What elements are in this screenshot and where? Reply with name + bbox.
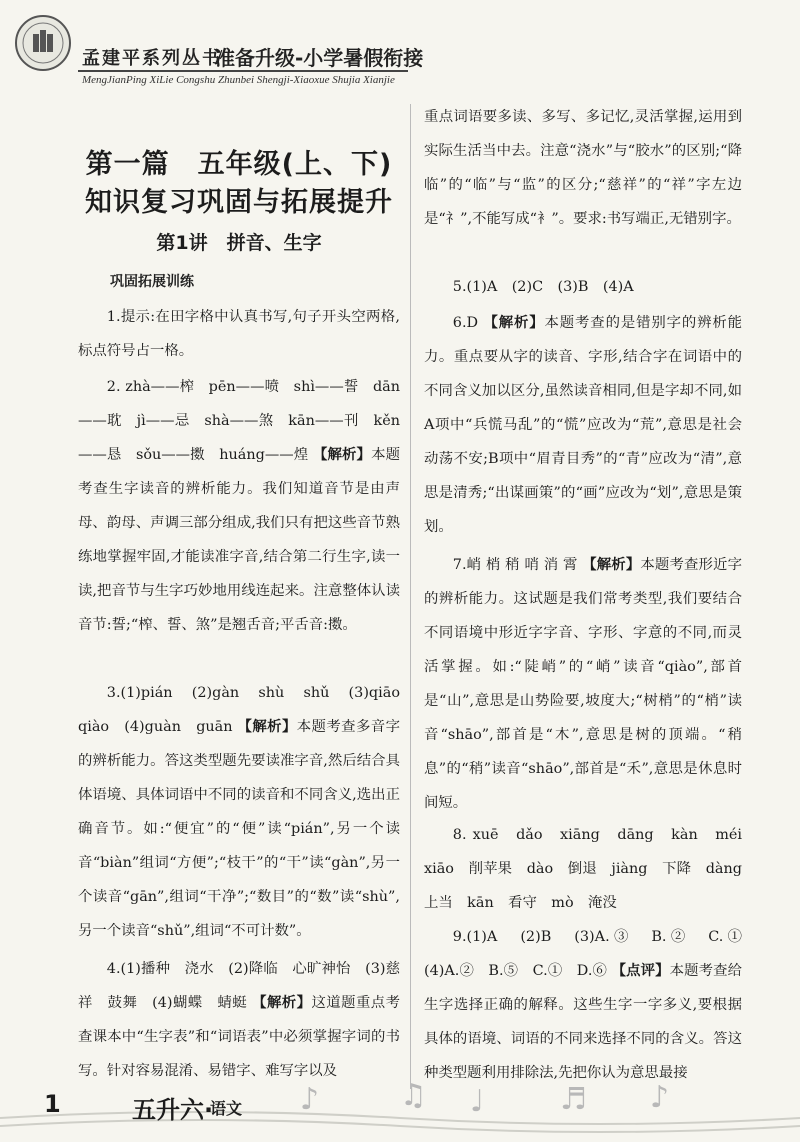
header-pinyin: MengJianPing XiLie Congshu Zhunbei Shengji-Xiaoxue Shujia Xianjie [82,74,395,86]
series-name: 孟建平系列丛书 [82,48,222,69]
answer-4-continued: 重点词语要多读、多写、多记忆,灵活掌握,运用到实际生活当中去。注意“浇水”与“胶水”的区别;“降临”的“临”与“监”的区分;“慈祥”的“祥”字左边是“礻”,不能写成“衤”。要求:书写端正,无错别字。 [424,109,742,227]
analysis-tag: 【解析】 [483,315,545,331]
answer-9: 9.(1)A (2)B (3)A.③ B.② C.① (4)A.② B.⑤ C.① D.⑥ 【点评】本题考查给生字选择正确的解释。这些生字一字多义,要根据具体的语境、词语的不同来选择不同的含义。答这种类型题利用排除法,先把你认为意思最接 [424,929,757,1081]
analysis-tag: 【解析】 [237,719,297,735]
music-note-icon: ♪ [300,1082,320,1117]
analysis-tag: 【解析】 [312,447,372,463]
book-subtitle: 准备升级-小学暑假衔接 [215,46,424,70]
music-note-icon: ♩ [470,1084,485,1119]
music-note-icon: ♪ [650,1080,670,1115]
column-divider [410,104,411,1089]
lesson-title: 第1讲 拼音、生字 [156,232,322,254]
answer-3: 3.(1)pián (2)gàn shù shǔ (3)qiāo qiào (4)guàn guān 【解析】本题考查多音字的辨析能力。答这类型题先要读准字音,然后结合具体语境、具体词语中不同的读音和不同含义,选出正确音节。如:“便宜”的“便”读“pián”,另一个读音“biàn”组词“方便”;“枝干”的“干”读“gàn”,另一个读音“gān”,组词“干净”;“数目”的“数”读“shù”,另一个读音“shǔ”,组词“不可计数”。 [78,685,415,939]
analysis-tag: 【解析】 [582,557,641,573]
footer-book-title: 五升六· [132,1096,214,1124]
chapter-title: 第一篇 五年级(上、下) [85,149,393,180]
book-series-logo-icon [14,14,72,72]
music-note-icon: ♬ [560,1082,587,1117]
answer-8: 8. xuē dǎo xiāng dāng kàn méi xiāo 削苹果 dào 倒退 jiàng 下降 dàng 上当 kān 看守 mò 淹没 [424,827,757,911]
section-heading: 巩固拓展训练 [110,274,194,290]
answer-5: 5.(1)A (2)C (3)B (4)A [452,279,634,295]
comment-tag: 【点评】 [611,963,670,979]
analysis-tag: 【解析】 [252,995,312,1011]
music-note-icon: ♫ [400,1078,427,1113]
footer-subject: 语文 [210,1099,243,1118]
chapter-subtitle: 知识复习巩固与拓展提升 [85,187,393,218]
answer-2: 2. zhà——榨 pēn——喷 shì——誓 dān——耽 jì——忌 shà——煞 kān——刊 kěn——恳 sǒu——擞 huáng——煌 【解析】本题考查生字读音的辨析能力。我们知道音节是由声母、韵母、声调三部分组成,我们只有把这些音节熟练地掌握牢固,才能读准字音,结合第二行生字,读一读,把音节与生字巧妙地用线连起来。注意整体认读音节:誓;“榨、誓、煞”是翘舌音;平舌音:擞。 [78,379,400,633]
answer-4: 4.(1)播种 浇水 (2)降临 心旷神怡 (3)慈祥 鼓舞 (4)蝴蝶 蜻蜓 【解析】这道题重点考查课本中“生字表”和“词语表”中必须掌握字词的书写。针对容易混淆、易错字、难写字以及 [78,961,400,1079]
answer-7: 7.峭 梢 稍 哨 消 霄 【解析】本题考查形近字的辨析能力。这试题是我们常考类型,我们要结合不同语境中形近字字音、字形、字意的不同,而灵活掌握。如:“陡峭”的“峭”读音“qiào”,部首是“山”,意思是山势险要,坡度大;“树梢”的“梢”读音“shāo”,部首是“木”,意思是树的顶端。“稍息”的“稍”读音“shāo”,部首是“禾”,意思是休息时间短。 [424,557,742,811]
answer-6: 6.D 【解析】本题考查的是错别字的辨析能力。重点要从字的读音、字形,结合字在词语中的不同含义加以区分,虽然读音相同,但是字却不同,如A项中“兵慌马乱”的“慌”应改为“荒”,意思是社会动荡不安;B项中“眉青目秀”的“青”应改为“清”,意思是清秀;“出谋画策”的“画”应改为“划”,意思是策划。 [424,315,742,535]
answer-1: 1.提示:在田字格中认真书写,句子开头空两格,标点符号占一格。 [78,309,400,359]
page-number: 1 [44,1090,61,1118]
header-rule [78,70,408,72]
